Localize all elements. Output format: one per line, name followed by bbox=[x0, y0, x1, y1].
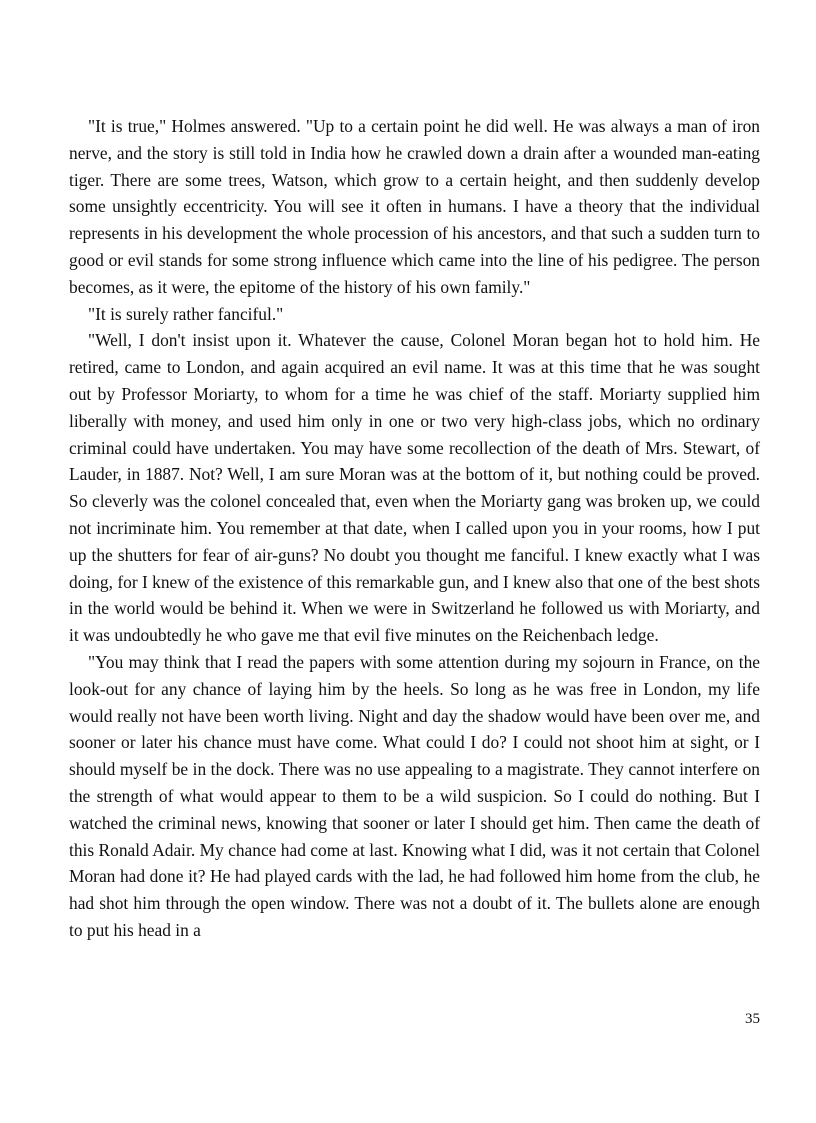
page-number: 35 bbox=[745, 1011, 760, 1027]
body-text bbox=[69, 113, 760, 944]
paragraph-1: "It is true," Holmes answered. "Up to a certain point he did well. He was always a man of iron nerve, and the story is still told in India how he crawled down a drain after a wounded man-eating tiger. There are some trees, Watson, which grow to a certain height, and then suddenly develop some unsightly eccentricity. You will see it often in humans. I have a theory that the individual represents in his development the whole procession of his ancestors, and that such a sudden turn to good or evil stands for some strong influence which came into the line of his pedigree. The person becomes, as it were, the epitome of the history of his own family." bbox=[69, 116, 760, 297]
paragraph-4: "You may think that I read the papers with some attention during my sojourn in France, on the look-out for any chance of laying him by the heels. So long as he was free in London, my life would really not have been worth living. Night and day the shadow would have been over me, and sooner or later his chance must have come. What could I do? I could not shoot him at sight, or I should myself be in the dock. There was no use appealing to a magistrate. They cannot interfere on the strength of what would appear to them to be a wild suspicion. So I could do nothing. But I watched the criminal news, knowing that sooner or later I should get him. Then came the death of this Ronald Adair. My chance had come at last. Knowing what I did, was it not certain that Colonel Moran had done it? He had played cards with the lad, he had followed him home from the club, he had shot him through the open window. There was not a doubt of it. The bullets alone are enough to put his head in a bbox=[69, 651, 760, 940]
paragraph-2: "It is surely rather fanciful." bbox=[88, 303, 284, 324]
paragraph-3: "Well, I don't insist upon it. Whatever the cause, Colonel Moran began hot to hold him. He retired, came to London, and again acquired an evil name. It was at this time that he was sought out by Professor Moriarty, to whom for a time he was chief of the staff. Moriarty supplied him liberally with money, and used him only in one or two very high-class jobs, which no ordinary criminal could have undertaken. You may have some recollection of the death of Mrs. Stewart, of Lauder, in 1887. Not? Well, I am sure Moran was at the bottom of it, but nothing could be proved. So cleverly was the colonel concealed that, even when the Moriarty gang was broken up, we could not incriminate him. You remember at that date, when I called upon you in your rooms, how I put up the shutters for fear of air-guns? No doubt you thought me fanciful. I knew exactly what I was doing, for I knew of the existence of this remarkable gun, and I knew also that one of the best shots in the world would be behind it. When we were in Switzerland he followed us with Moriarty, and it was undoubtedly he who gave me that evil five minutes on the Reichenbach ledge. bbox=[69, 330, 760, 646]
